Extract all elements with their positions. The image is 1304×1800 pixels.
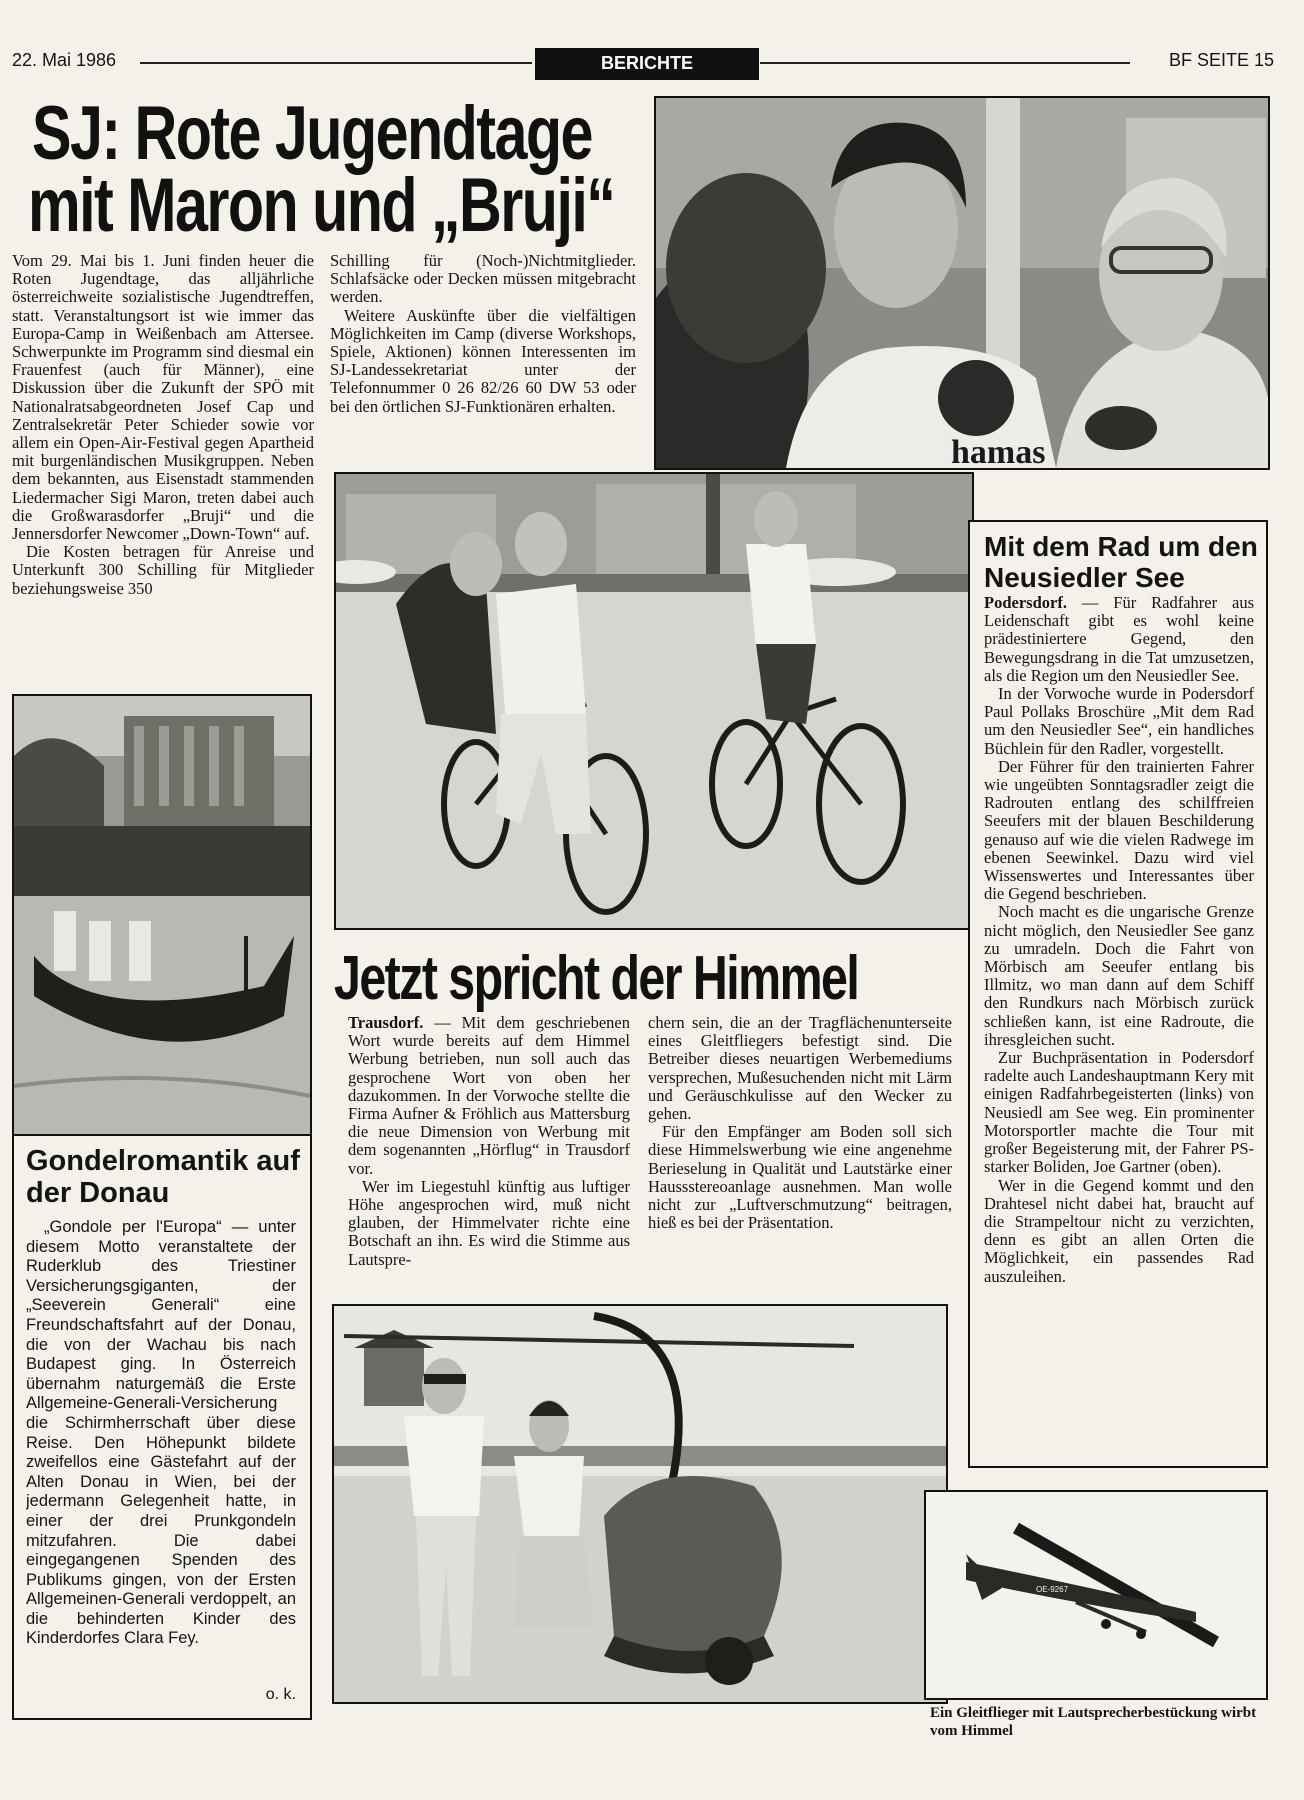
rad-paragraph: Der Führer für den trainierten Fahrer wie ungeübten Sonntagsradler zeigt die Radrouten entlang des schilffreien Seeufers mit der blauen Beschilderung genauso auf wie die vielen Radwege im ebenen Seewinkel. Dazu wird viel Wissenswertes und Interessantes über die Gegend beschrieben. <box>984 756 1254 904</box>
rad-paragraph: Zur Buchpräsentation in Podersdorf radelte auch Landeshauptmann Kery mit einigen Radfahrbegeisterten (links) von Neusiedl am See weg. Ein prominenter Motorsportler machte die Tour mit großer Begeisterung mit, der Fahrer PS-starker Boliden, Joe Gartner (oben). <box>984 1048 1254 1177</box>
himmel-lead-text: — Mit dem geschriebenen Wort wurde bereits auf dem Himmel Werbung betrieben, nun soll auch das gesprochene Wort von oben her dazukommen. In der Vorwoche stellte die Firma Aufner & Fröhlich aus Mattersburg die neue Dimension von Werbung mit dem sogenannten „Hörflug“ in Trausdorf vor. <box>348 1014 630 1178</box>
himmel-paragraph: chern sein, die an der Tragflächenunterseite eines Gleitfliegers befestigt sind. Die Betreiber dieses neuartigen Werbemediums versprechen, Mußesuchenden nicht mit Lärm und Geräuschkulisse auf den Wecker zu gehen. <box>648 1014 952 1124</box>
jugendtage-paragraph: Vom 29. Mai bis 1. Juni finden heuer die Roten Jugendtage, das alljährliche österreichweite sozialistische Jugendtreffen, statt. Veranstaltungsort ist wie immer das Europa-Camp in Weißenbach am Attersee. Schwerpunkte im Programm sind diesmal ein Frauenfest (auch für Männer), eine Diskussion über die Zukunft der SPÖ mit Nationalratsabgeordneten Josef Cap und Zentralsekretär Peter Schieder sowie vor allem ein Open-Air-Festival gegen Apartheid mit burgenländischen Musikgruppen. Neben dem bekannten, aus Eisenstadt stammenden Liedermacher Sigi Maron, treten dabei auch die Großwarasdorfer „Bruji“ und die Jennersdorfer Newcomer „Down-Town“ auf. <box>12 252 314 544</box>
page-header <box>12 48 1274 78</box>
himmel-paragraph: Für den Empfänger am Boden soll sich diese Himmelswerbung wie eine angenehme Berieselung in Qualität und Lautstärke einer Haussstereoanlage ausnehmen. Man wolle nicht zur „Luftverschmutzung“ beitragen, hieß es bei der Präsentation. <box>648 1122 952 1233</box>
headline-jugendtage-line2: mit Maron und „Bruji“ <box>28 163 615 248</box>
photo-gondola <box>12 694 312 1136</box>
jugendtage-paragraph: Die Kosten betragen für Anreise und Unterkunft 300 Schilling für Mitglieder beziehungsweise 350 <box>12 542 314 598</box>
header-rule-left <box>140 62 532 64</box>
rad-body <box>984 594 1254 1456</box>
headline-himmel: Jetzt spricht der Himmel <box>334 944 859 1013</box>
rad-lead-paragraph <box>984 594 1254 685</box>
rad-lead-text: — Für Radfahrer aus Leidenschaft gibt es wohl keine prädestiniertere Gegend, den Bewegungsdrang in die Tat umzusetzen, als die Region um den Neusiedler See. <box>984 594 1254 685</box>
himmel-paragraph: Wer im Liegestuhl künftig aus luftiger Höhe angesprochen wird, muß nicht glauben, der Himmelvater richte eine Botschaft an ihn. Es wird die Stimme aus Lautspre- <box>348 1176 630 1269</box>
headline-jugendtage-line1: SJ: Rote Jugendtage <box>32 91 592 176</box>
header-page-number: BF SEITE 15 <box>1168 50 1274 70</box>
himmel-lead-paragraph <box>348 1014 630 1178</box>
himmel-column-2 <box>648 1014 952 1290</box>
rad-paragraph: Noch macht es die ungarische Grenze nicht möglich, den Neusiedler See ganz zu umradeln. Doch die Fahrt von Mörbisch am Seeufer entlang bis Illmitz, wo man dann auf dem Schiff den Rundkurs nach Mörbisch zurück schließen kann, ist eine Radroute, die ihresgleichen sucht. <box>984 902 1254 1049</box>
rad-dateline: Podersdorf. <box>984 594 1067 612</box>
header-date: 22. Mai 1986 <box>12 50 117 70</box>
jugendtage-column-1 <box>12 252 314 682</box>
headline-rad: Mit dem Rad um den Neusiedler See <box>984 531 1258 593</box>
gondel-signature: o. k. <box>265 1686 296 1703</box>
himmel-dateline: Trausdorf. <box>348 1014 424 1032</box>
shirt-print: hamas <box>951 434 1046 468</box>
photo-glider-flight <box>924 1490 1268 1700</box>
rad-paragraph: In der Vorwoche wurde in Podersdorf Paul Pollaks Broschüre „Mit dem Rad um den Neusiedler See“, ein handliches Büchlein für den Radler, vorgestellt. <box>984 684 1254 758</box>
rad-article-box <box>968 520 1268 1468</box>
jugendtage-paragraph: Weitere Auskünfte über die vielfältigen Möglichkeiten im Camp (diverse Workshops, Spiele, Aktionen) können Interessenten im SJ-Landessekretariat unter der Telefonnummer 0 26 82/26 60 DW 53 oder bei den örtlichen SJ-Funktionären erhalten. <box>330 305 636 416</box>
himmel-column-1 <box>348 1014 630 1290</box>
plane-registration: OE-9267 <box>1036 1585 1069 1594</box>
rad-paragraph: Wer in die Gegend kommt und den Drahtesel nicht dabei hat, braucht auf die Strampeltour nicht zu verzichten, denn es gibt an allen Orten die Möglichkeit, ein passendes Rad auszuleihen. <box>984 1175 1254 1286</box>
gondel-article-box <box>12 1134 312 1720</box>
jugendtage-column-2 <box>330 252 636 458</box>
photo-caption: Ein Gleitflieger mit Lautsprecherbestückung wirbt vom Himmel <box>930 1705 1257 1739</box>
section-label: BERICHTE <box>535 48 759 80</box>
photo-cyclists <box>334 472 974 930</box>
photo-gartner <box>654 96 1270 470</box>
gondel-body: „Gondole per l'Europa“ — unter diesem Motto veranstaltete der Ruderklub des Triestiner Versicherungsgiganten, der „Seeverein Generali“ eine Freundschaftsfahrt auf der Donau, die von der Wachau bis nach Budapest ging. In Österreich übernahm naturgemäß die Erste Allgemeine-Generali-Versicherung die Schirmherrschaft über diese Reise. Den Höhepunkt bildete zweifellos eine Gästefahrt auf der Alten Donau in Wien, bei der jedermann Gelegenheit hatte, in einer der drei Prunkgondeln mitzufahren. Die dabei eingegangenen Spenden des Publikums gingen, von der Ersten Allgemeinen-Generali verdoppelt, an die behinderten Kinder des Kinderdorfes Clara Fey. <box>26 1218 296 1648</box>
headline-gondel: Gondelromantik auf der Donau <box>26 1145 300 1209</box>
header-rule-right <box>760 62 1130 64</box>
photo-glider-couple <box>332 1304 948 1704</box>
jugendtage-paragraph: Schilling für (Noch-)Nichtmitglieder. Schlafsäcke oder Decken müssen mitgebracht werden. <box>330 252 636 307</box>
